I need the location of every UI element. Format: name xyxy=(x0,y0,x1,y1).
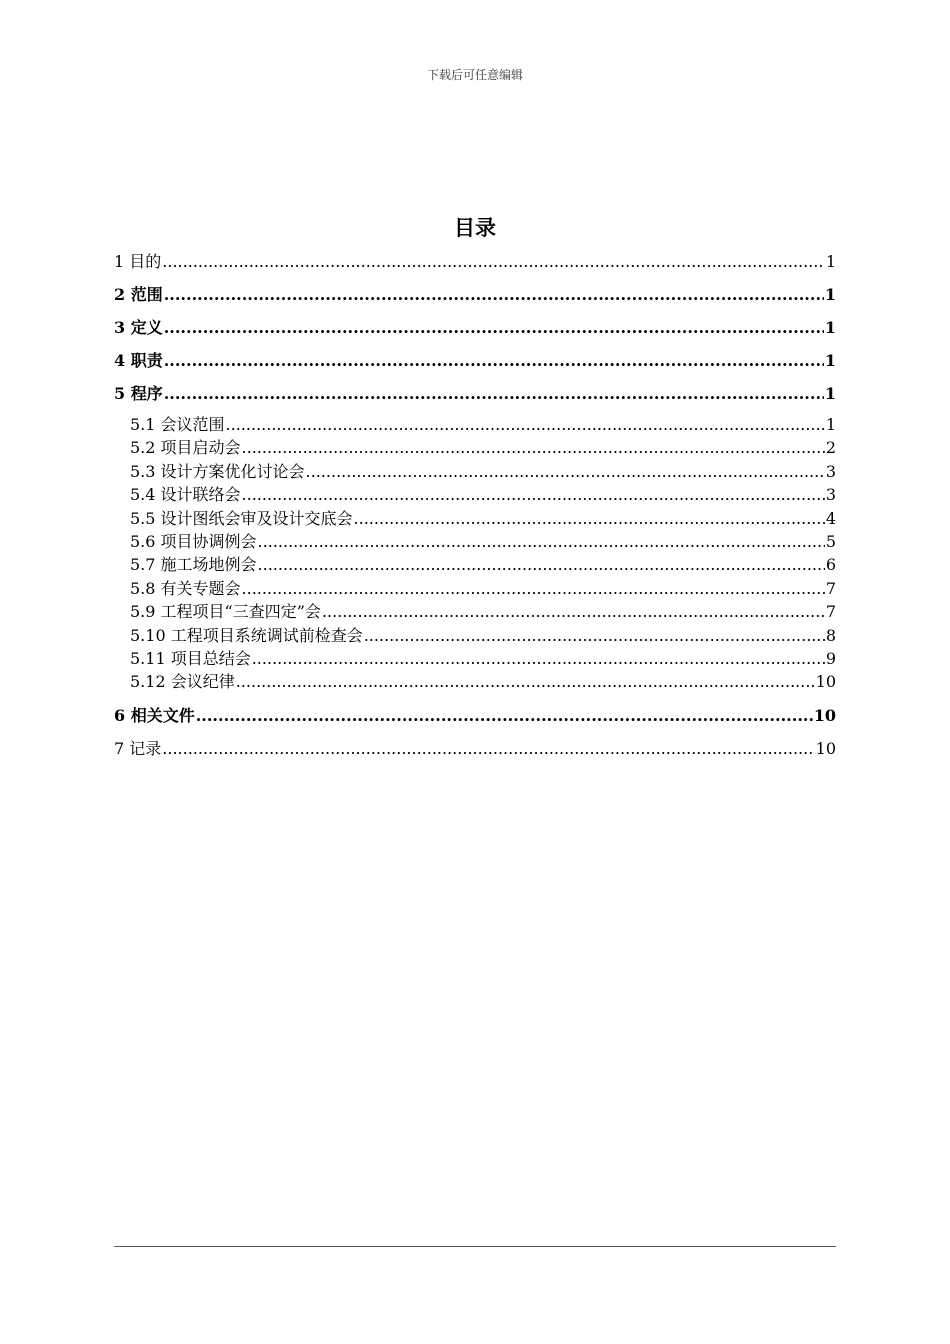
toc-dot-leader xyxy=(258,530,825,553)
toc-dot-leader xyxy=(242,577,825,600)
toc-entry-5-11[interactable] xyxy=(114,647,836,670)
toc-entry-page: 8 xyxy=(825,625,836,645)
toc-dot-leader xyxy=(164,347,824,375)
toc-dot-leader xyxy=(258,553,825,576)
toc-entry-2[interactable] xyxy=(114,281,836,314)
toc-entry-label: 2 范围 xyxy=(114,285,163,304)
toc-title: 目录 xyxy=(454,216,496,240)
toc-entry-page: 2 xyxy=(825,438,836,458)
toc-entry-page: 6 xyxy=(825,555,836,575)
toc-entry-7[interactable] xyxy=(114,735,836,768)
toc-entry-3[interactable] xyxy=(114,314,836,347)
toc-dot-leader xyxy=(162,248,825,276)
toc-dot-leader xyxy=(226,413,825,436)
toc-entry-label: 5.9 工程项目“三查四定”会 xyxy=(130,602,321,622)
toc-entry-label: 5 程序 xyxy=(114,384,163,403)
toc-entry-5-10[interactable] xyxy=(114,624,836,647)
toc-entry-page: 5 xyxy=(825,531,836,551)
toc-entry-page: 1 xyxy=(824,285,836,304)
toc-entry-label: 5.3 设计方案优化讨论会 xyxy=(130,461,305,481)
toc-entry-5-4[interactable] xyxy=(114,483,836,506)
toc-entry-page: 1 xyxy=(825,415,836,434)
toc-entry-page: 3 xyxy=(825,461,836,481)
toc-dot-leader xyxy=(164,380,824,408)
toc-entry-label: 5.4 设计联络会 xyxy=(130,485,241,505)
toc-entry-5-7[interactable] xyxy=(114,553,836,576)
toc-dot-leader xyxy=(196,702,813,730)
toc-entry-5-5[interactable] xyxy=(114,507,836,530)
toc-entry-5[interactable] xyxy=(114,380,836,413)
toc-entry-label: 5.12 会议纪律 xyxy=(130,672,235,692)
toc-entry-label: 5.6 项目协调例会 xyxy=(130,531,257,551)
toc-entry-label: 5.1 会议范围 xyxy=(130,415,225,434)
toc-entry-5-9[interactable] xyxy=(114,600,836,623)
toc-entry-5-12[interactable] xyxy=(114,670,836,693)
toc-entry-label: 6 相关文件 xyxy=(114,705,195,725)
toc-entry-page: 4 xyxy=(825,508,836,528)
toc-dot-leader xyxy=(364,624,825,647)
toc-entry-label: 5.7 施工场地例会 xyxy=(130,555,257,575)
toc-dot-leader xyxy=(354,507,825,530)
toc-entry-label: 5.5 设计图纸会审及设计交底会 xyxy=(130,508,353,528)
toc-entry-page: 10 xyxy=(815,672,836,692)
page-header: 下载后可任意编辑 xyxy=(426,68,523,82)
toc-dot-leader xyxy=(322,600,825,623)
toc-dot-leader xyxy=(164,281,824,309)
toc-dot-leader xyxy=(242,483,825,506)
toc-entry-page: 9 xyxy=(825,648,836,668)
toc-entry-5-3[interactable] xyxy=(114,460,836,483)
toc-entry-label: 5.11 项目总结会 xyxy=(130,648,251,668)
toc-entry-5-6[interactable] xyxy=(114,530,836,553)
toc-dot-leader xyxy=(164,314,824,342)
toc-entry-label: 5.8 有关专题会 xyxy=(130,578,241,598)
toc-dot-leader xyxy=(252,647,825,670)
toc-entry-page: 1 xyxy=(824,351,836,370)
toc-entry-5-8[interactable] xyxy=(114,577,836,600)
toc-dot-leader xyxy=(162,735,814,763)
toc-entry-label: 1 目的 xyxy=(114,252,162,271)
toc-entry-page: 7 xyxy=(825,602,836,622)
toc-entry-label: 4 职责 xyxy=(114,351,163,370)
toc-dot-leader xyxy=(306,460,825,483)
toc-entry-5-1[interactable] xyxy=(114,413,836,436)
toc-entry-label: 5.2 项目启动会 xyxy=(130,438,241,458)
toc-entry-label: 7 记录 xyxy=(114,738,162,758)
footer-divider xyxy=(114,1246,836,1247)
toc-entry-5-2[interactable] xyxy=(114,436,836,459)
toc-dot-leader xyxy=(242,436,825,459)
toc-entry-page: 7 xyxy=(825,578,836,598)
toc-entry-page: 10 xyxy=(813,705,836,725)
toc-dot-leader xyxy=(236,670,815,693)
toc-entry-1[interactable] xyxy=(114,248,836,281)
toc-entry-label: 3 定义 xyxy=(114,318,163,337)
toc-entry-6[interactable] xyxy=(114,702,836,735)
toc-entry-page: 3 xyxy=(825,485,836,505)
toc-entry-page: 10 xyxy=(815,738,836,758)
toc-entry-page: 1 xyxy=(824,384,836,403)
toc-entry-label: 5.10 工程项目系统调试前检查会 xyxy=(130,625,363,645)
toc-entry-4[interactable] xyxy=(114,347,836,380)
toc-entry-page: 1 xyxy=(825,252,836,271)
table-of-contents xyxy=(114,248,836,768)
toc-entry-page: 1 xyxy=(824,318,836,337)
